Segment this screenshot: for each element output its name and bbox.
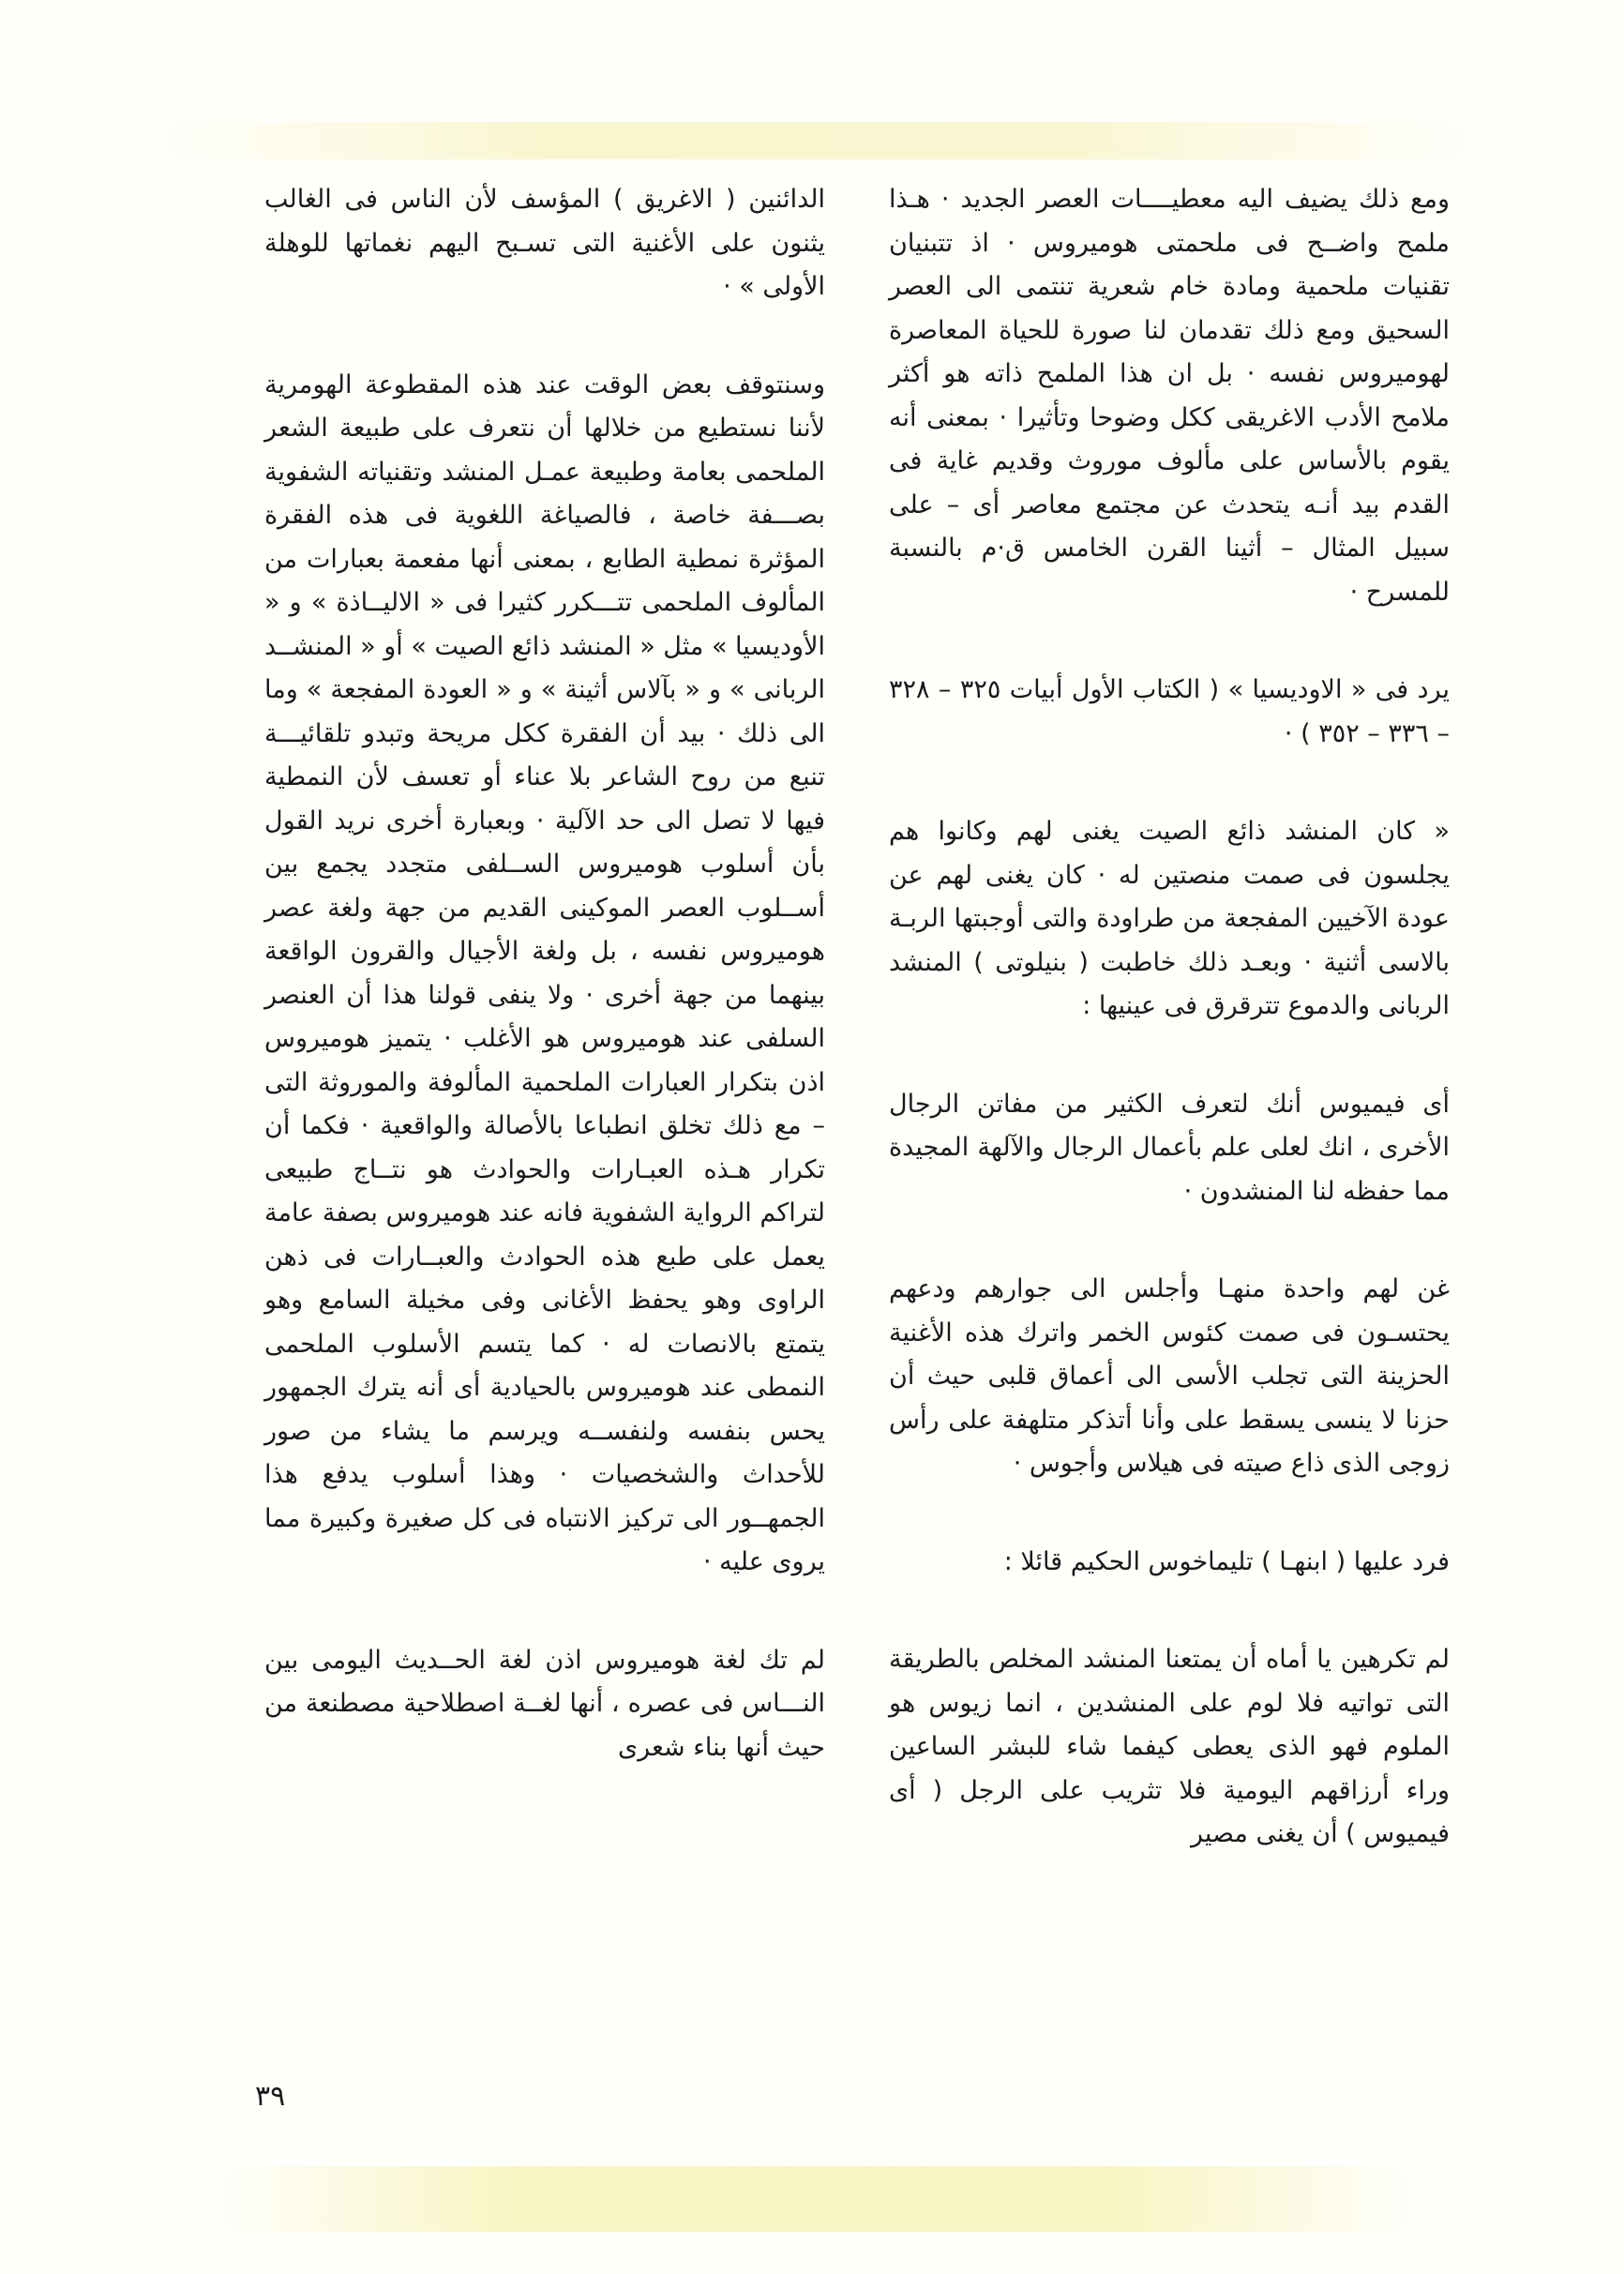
paper-stain-bottom (216, 2166, 1416, 2232)
page-number: ٣٩ (255, 2080, 286, 2113)
paragraph: ومع ذلك يضيف اليه معطيــــات العصر الجديد · هـذا ملمح واضــح فى ملحمتى هوميروس · اذ تتبنيان تقنيات ملحمية ومادة خام شعرية تنتمى الى العصر السحيق ومع ذلك تقدمان لنا صورة للحياة المعاصرة لهوميروس نفسه · بل ان هذا الملمح ذاته هو أكثر ملامح الأدب الاغريقى ككل وضوحا وتأثيرا · بمعنى أنه يقوم بالأساس على مألوف موروث وقديم غاية فى القدم بيد أنـه يتحدث عن مجتمع معاصر أى – على سبيل المثال – أثينا القرن الخامس ق·م بالنسبة للمسرح · (889, 185, 1450, 607)
paragraph: فرد عليها ( ابنهـا ) تليماخوس الحكيم قائلا : (1003, 1546, 1450, 1576)
left-text-column (264, 178, 825, 1824)
paragraph: وسنتوقف بعض الوقت عند هذه المقطوعة الهومرية لأننا نستطيع من خلالها أن نتعرف على طبيعة الشعر الملحمى بعامة وطبيعة عمـل المنشد وتقنياته الشفوية بصـــفة خاصة ، فالصياغة اللغوية فى هذه الفقرة المؤثرة نمطية الطابع ، بمعنى أنها مفعمة بعبارات من المألوف الملحمى تتـــكرر كثيرا فى « الاليــاذة » و « الأوديسيا » مثل « المنشد ذائع الصيت » أو « المنشــد الربانى » و « بآلاس أثينة » و « العودة المفجعة » وما الى ذلك · بيد أن الفقرة ككل مريحة وتبدو تلقائيـــة تنبع من روح الشاعر بلا عناء أو تعسف لأن النمطية فيها لا تصل الى حد الآلية · وبعبارة أخرى نريد القول بأن أسلوب هوميروس الســلفى متجدد يجمع بين أســلوب العصر الموكينى القديم من جهة ولغة عصر هوميروس نفسه ، بل ولغة الأجيال والقرون الواقعة بينهما من جهة أخرى · ولا ينفى قولنا هذا أن العنصر السلفى عند هوميروس هو الأغلب · يتميز هوميروس اذن بتكرار العبارات الملحمية المألوفة والموروثة التى – مع ذلك تخلق انطباعا بالأصالة والواقعية · فكما أن تكرار هـذه العبـارات والحوادث هو نتــاج طبيعى لتراكم الرواية الشفوية فانه عند هوميروس بصفة عامة يعمل على طبع هذه الحوادث والعبــارات فى ذهن الراوى وهو يحفظ الأغانى وفى مخيلة السامع وهو يتمتع بالانصات له · كما يتسم الأسلوب الملحمى النمطى عند هوميروس بالحيادية أى أنه يترك الجمهور يحس بنفسه ولنفســه ويرسم ما يشاء من صور للأحداث والشخصيات · وهذا أسلوب يدفع هذا الجمهــور الى تركيز الانتباه فى كل صغيرة وكبيرة مما يروى عليه · (264, 369, 825, 1576)
paragraph: أى فيميوس أنك لتعرف الكثير من مفاتن الرجال الأخرى ، انك لعلى علم بأعمال الرجال والآلهة المجيدة مما حفظه لنا المنشدون · (889, 1089, 1450, 1206)
paragraph: الدائنين ( الاغريق ) المؤسف لأن الناس فى الغالب يثنون على الأغنية التى تسـبح اليهم نغماتها للوهلة الأولى » · (264, 185, 825, 301)
paragraph: « كان المنشد ذائع الصيت يغنى لهم وكانوا هم يجلسون فى صمت منصتين له · كان يغنى لهم عن عودة الآخيين المفجعة من طراودة والتى أوجبتها الربـة بالاسى أثنية · وبعـد ذلك خاطبت ( بنيلوتى ) المنشد الربانى والدموع تترقرق فى عينيها : (889, 817, 1450, 1020)
paper-stain-top (159, 122, 1472, 159)
right-text-column (889, 178, 1450, 1911)
paragraph: يرد فى « الاوديسيا » ( الكتاب الأول أبيات ٣٢٥ – ٣٢٨ – ٣٣٦ – ٣٥٢ ) · (889, 675, 1450, 748)
paragraph: غن لهم واحدة منهـا وأجلس الى جوارهم ودعهم يحتسـون فى صمت كئوس الخمر واترك هذه الأغنية الحزينة التى تجلب الأسى الى أعماق قلبى حيث أن حزنا لا ينسى يسقط على وأنا أتذكر متلهفة على رأس زوجى الذى ذاع صيته فى هيلاس وأجوس · (889, 1274, 1450, 1478)
paragraph: لم تك لغة هوميروس اذن لغة الحــديث اليومى بين النـــاس فى عصره ، أنها لغــة اصطلاحية مصطنعة من حيث أنها بناء شعرى (264, 1645, 825, 1762)
paragraph: لم تكرهين يا أماه أن يمتعنا المنشد المخلص بالطريقة التى تواتيه فلا لوم على المنشدين ، انما زيوس هو الملوم فهو الذى يعطى كيفما شاء للبشر الساعين وراء أرزاقهم اليومية فلا تثريب على الرجل ( أى فيميوس ) أن يغنى مصير (889, 1645, 1450, 1848)
